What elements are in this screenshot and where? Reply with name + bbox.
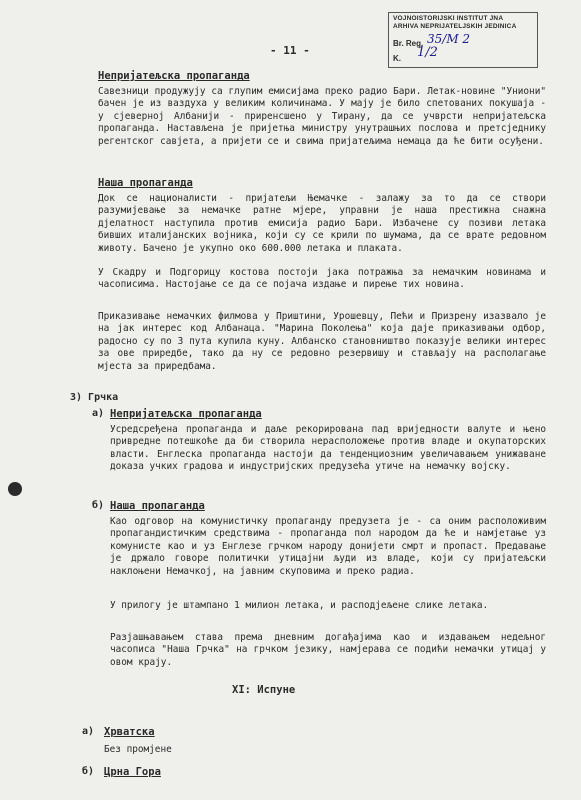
section-greece-label: 3) Грчка [70, 392, 119, 403]
chapter-title: XI: Испуне [232, 684, 296, 696]
croatia-text: Без промјене [104, 744, 172, 755]
punch-hole [8, 482, 22, 496]
paragraph-enemy-propaganda: Савезници продужују са глупим емисијама преко радио Бари. Летак-новине "Униони" бачен је из ваздуха у великим количинама. У мају је било спетованих покушаја - у сјеверној Албанији - приренсшено у Тирану, да се учврсти непријатељска пропаганда. Настављена је пријетња министру унутрашњих послова и претсједнику регентског савјета, а пријети се и свима пријатељима немаца да ће бити осуђени. [98, 86, 546, 147]
paragraph-our-propaganda-1: Док се националисти - пријатељи Њемачке - залажу за то да се створи разумијевање за немачке ратне мјере, управни је наша престижна снажна дјелатност наступила против емисија радио Бари. Избачене су позиви летака бивших италијанских војника, који су се крили по шумама, да се врате редовном животу. Бачено је укупно око 600.000 летака и плаката. [98, 193, 546, 254]
stamp-line-1: VOJNOISTORIJSKI INSTITUT JNA [393, 15, 504, 22]
greece-sub-b-paragraph-2: У прилогу је штампано 1 милион летака, и расподјељене слике летака. [110, 600, 489, 611]
montenegro-heading: Црна Гора [104, 766, 161, 778]
stamp-reg-value: 35/M 2 [427, 32, 471, 46]
page-number: - 11 - [270, 44, 310, 57]
greece-sub-b-heading: Наша пропаганда [110, 500, 205, 512]
stamp-k-label: K. [393, 54, 401, 63]
greece-sub-b-label: б) [92, 500, 105, 511]
stamp-reg-label: Br. Reg. [393, 39, 424, 48]
croatia-label: а) [82, 726, 95, 737]
archive-stamp [388, 12, 538, 68]
greece-sub-a-text: Усредсређена пропаганда и даље рекорирована пад вриједности валуте и њено привредне потешкоће да би створила нерасположење против владе и окупаторских власти. Енглеска пропаганда настоји да тенденциозним увеличавањем унижаване доказа учких градова и индустријских предузећа утиче на немачку војску. [110, 424, 546, 473]
heading-our-propaganda: Наша пропаганда [98, 177, 193, 189]
stamp-k-value: 1/2 [417, 45, 438, 60]
croatia-heading: Хрватска [104, 726, 155, 738]
montenegro-label: б) [82, 766, 95, 777]
greece-sub-a-heading: Непријатељска пропаганда [110, 408, 262, 420]
greece-sub-b-paragraph-1: Као одговор на комунистичку пропаганду предузета је - са оним расположивим пропагандистичким средствима - пропаганда пол народом да ће и намјетање уз комунисте као и уз Енглезе грчком народу донијети смрт и пропаст. Предавање је држало говоре политички утицајни људи из владе, који су пријатељски наклоњени Немачкој, на јавним скуповима и преко радиа. [110, 516, 546, 577]
paragraph-our-propaganda-2: У Скадру и Подгорицу костова постоји јака потражња за немачким новинама и часописима. Настојање се да се појача издање и пирење тих новина. [98, 267, 546, 291]
paragraph-our-propaganda-3: Приказивање немачких филмова у Приштини, Урошевцу, Пећи и Призрену изазвало је на јак интерес код Албанаца. "Марина Поколења" која даје приказивањи одбор, радосно су по 3 пута купила куну. Албанско становништво показује велики интерес за ове приредбе, тако да ну се редовно резервишу и стављају на располагање мјеста за приредбама. [98, 311, 546, 372]
greece-sub-b-paragraph-3: Разјашњавањем става према дневним догађајима као и издавањем недељног часописа "Нашa Грчка" на грчком језику, намјерава се подићи немачки утицај у овом крају. [110, 632, 546, 668]
greece-sub-a-label: а) [92, 408, 105, 419]
stamp-line-2: ARHIVA NEPRIJATELJSKIH JEDINICA [393, 23, 517, 30]
heading-enemy-propaganda: Непријатељска пропаганда [98, 70, 250, 82]
